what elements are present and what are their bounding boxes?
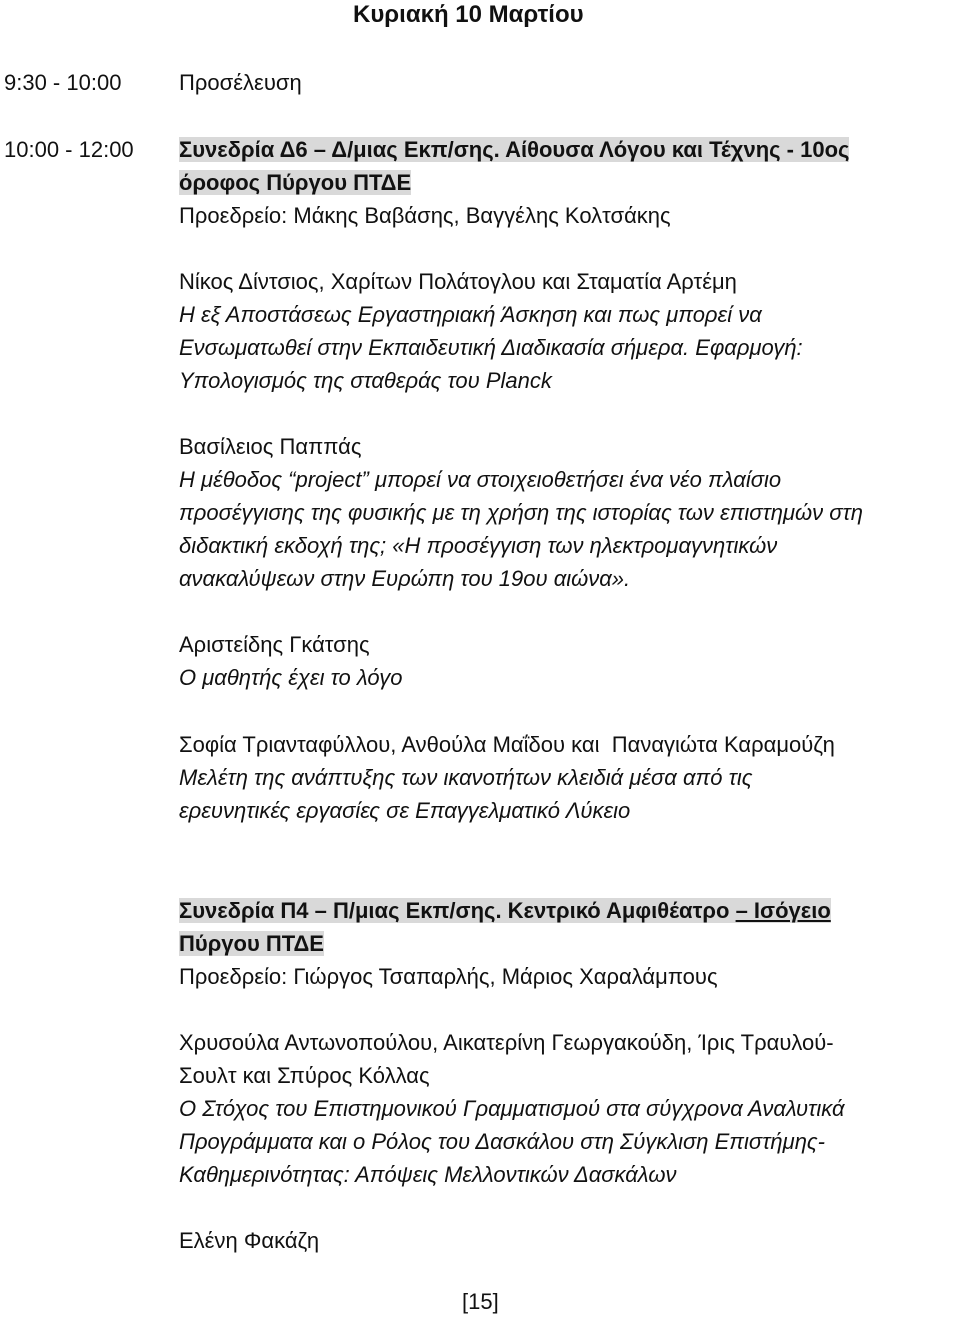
session-title-line: Πύργου ΠΤΔΕ: [179, 931, 324, 956]
talk-title: Ο Στόχος του Επιστημονικού Γραμματισμού στα σύγχρονα Αναλυτικά: [179, 1096, 845, 1121]
talk-title: διδακτική εκδοχή της; «Η προσέγγιση των ηλεκτρομαγνητικών: [179, 533, 778, 558]
talk-authors: Νίκος Δίντσιος, Χαρίτων Πολάτογλου και Σταματία Αρτέμη: [179, 269, 737, 294]
talk-title: Ο μαθητής έχει το λόγο: [179, 665, 403, 690]
page-number: [15]: [462, 1289, 499, 1314]
slot-time: 9:30 - 10:00: [4, 70, 122, 95]
talk-authors: Βασίλειος Παππάς: [179, 434, 362, 459]
talk-authors: Αριστείδης Γκάτσης: [179, 632, 370, 657]
talk-title: Υπολογισμός της σταθεράς του Planck: [179, 368, 552, 393]
slot-title: Προσέλευση: [179, 70, 302, 95]
talk-title: Η εξ Αποστάσεως Εργαστηριακή Άσκηση και πως μπορεί να: [179, 302, 762, 327]
talk-title: Προγράμματα και ο Ρόλος του Δασκάλου στη Σύγκλιση Επιστήμης-: [179, 1129, 825, 1154]
session-title-line: Συνεδρία Π4 – Π/μιας Εκπ/σης. Κεντρικό Αμφιθέατρο – Ισόγειο: [179, 898, 831, 923]
day-heading: Κυριακή 10 Μαρτίου: [353, 1, 584, 28]
talk-title: προσέγγισης της φυσικής με τη χρήση της ιστορίας των επιστημών στη: [179, 500, 863, 525]
talk-authors: Σοφία Τριανταφύλλου, Ανθούλα Μαΐδου και Παναγιώτα Καραμούζη: [179, 732, 835, 757]
talk-title: ανακαλύψεων στην Ευρώπη του 19ου αιώνα».: [179, 566, 631, 591]
talk-title: Μελέτη της ανάπτυξης των ικανοτήτων κλειδιά μέσα από τις: [179, 765, 753, 790]
session-chairs: Προεδρείο: Γιώργος Τσαπαρλής, Μάριος Χαραλάμπους: [179, 964, 718, 989]
slot-time: 10:00 - 12:00: [4, 137, 134, 162]
talk-authors: Σουλτ και Σπύρος Κόλλας: [179, 1063, 430, 1088]
talk-title: Καθημερινότητας: Απόψεις Μελλοντικών Δασκάλων: [179, 1162, 677, 1187]
session-title-line: Συνεδρία Δ6 – Δ/μιας Εκπ/σης. Αίθουσα Λόγου και Τέχνης - 10ος: [179, 137, 850, 162]
talk-title: Ενσωματωθεί στην Εκπαιδευτική Διαδικασία σήμερα. Εφαρμογή:: [179, 335, 803, 360]
session-chairs: Προεδρείο: Μάκης Βαβάσης, Βαγγέλης Κολτσάκης: [179, 203, 671, 228]
talk-authors: Ελένη Φακάζη: [179, 1228, 320, 1253]
talk-authors: Χρυσούλα Αντωνοπούλου, Αικατερίνη Γεωργακούδη, Ίρις Τραυλού-: [179, 1030, 834, 1055]
session-title-line: όροφος Πύργου ΠΤΔΕ: [179, 170, 412, 195]
talk-title: Η μέθοδος “project” μπορεί να στοιχειοθετήσει ένα νέο πλαίσιο: [179, 467, 782, 492]
talk-title: ερευνητικές εργασίες σε Επαγγελματικό Λύκειο: [179, 798, 631, 823]
